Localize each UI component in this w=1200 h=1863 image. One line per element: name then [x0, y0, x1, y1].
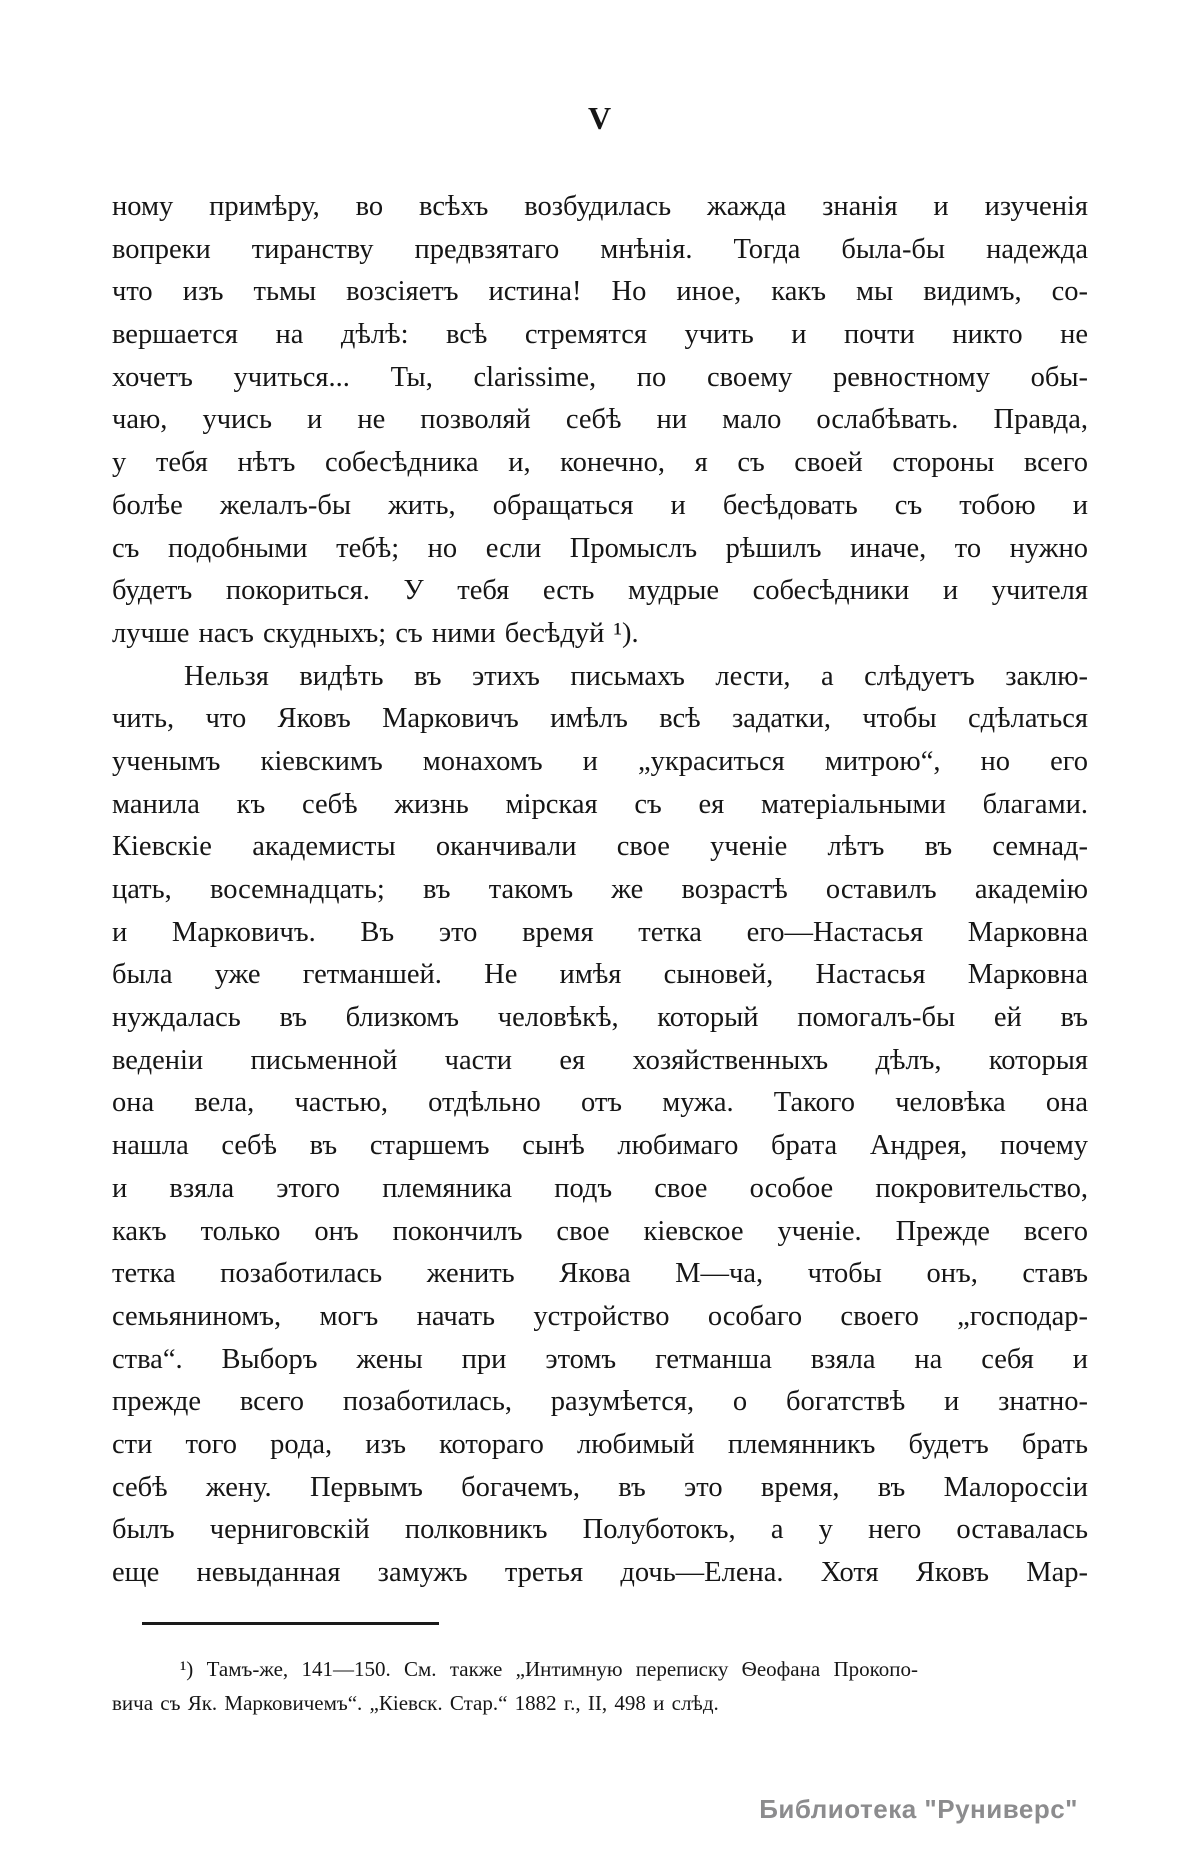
body-text-line: себѣ жену. Первымъ богачемъ, въ это время, въ Малороссіи [112, 1471, 1088, 1503]
body-text-line: лучше насъ скудныхъ; съ ними бесѣдуй ¹). [112, 617, 639, 649]
body-text-line: Нельзя видѣть въ этихъ письмахъ лести, а слѣдуетъ заклю- [184, 660, 1088, 692]
footnote-separator-rule [142, 1622, 439, 1625]
body-text-line: ства“. Выборъ жены при этомъ гетманша взяла на себя и [112, 1343, 1088, 1375]
body-text-line: чаю, учись и не позволяй себѣ ни мало ослабѣвать. Правда, [112, 404, 1088, 436]
library-watermark: Библиотека "Руниверс" [759, 1794, 1078, 1824]
body-text-line: вопреки тиранству предвзятаго мнѣнія. Тогда была-бы надежда [112, 233, 1088, 265]
footnote [112, 1652, 918, 1720]
body-text-line: что изъ тьмы возсіяетъ истина! Но иное, какъ мы видимъ, со- [112, 276, 1088, 308]
body-text-line: прежде всего позаботилась, разумѣется, о богатствѣ и знатно- [112, 1386, 1088, 1418]
body-text-line: вершается на дѣлѣ: всѣ стремятся учить и почти никто не [112, 319, 1088, 351]
body-text-line: тетка позаботилась женить Якова М—ча, чтобы онъ, ставъ [112, 1258, 1088, 1290]
body-text-line: веденіи письменной части ея хозяйственныхъ дѣлъ, которыя [112, 1044, 1088, 1076]
footnote-line: вича съ Як. Марковичемъ“. „Кіевск. Стар.“ 1882 г., II, 498 и слѣд. [112, 1691, 719, 1715]
body-text-line: ученымъ кіевскимъ монахомъ и „украситься митрою“, но его [112, 745, 1088, 777]
body-text-line: манила къ себѣ жизнь мірская съ ея матеріальными благами. [112, 788, 1088, 820]
body-text-line: еще невыданная замужъ третья дочь—Елена. Хотя Яковъ Мар- [112, 1557, 1088, 1588]
body-text-line: семьяниномъ, могъ начать устройство особаго своего „господар- [112, 1300, 1088, 1332]
footnote-line: ¹) Тамъ-же, 141—150. См. также „Интимную переписку Ѳеофана Прокопо- [180, 1657, 918, 1681]
body-text-line: Кіевскіе академисты оканчивали свое ученіе лѣтъ въ семнад- [112, 831, 1088, 863]
body-text-line: нашла себѣ въ старшемъ сынѣ любимаго брата Андрея, почему [112, 1130, 1088, 1162]
body-text-line: цать, восемнадцать; въ такомъ же возрастѣ оставилъ академію [112, 874, 1088, 905]
body-text-line: и Марковичъ. Въ это время тетка его—Настасья Марковна [112, 916, 1088, 948]
body-text-line: была уже гетманшей. Не имѣя сыновей, Настасья Марковна [112, 959, 1088, 991]
body-text-line: болѣе желалъ-бы жить, обращаться и бесѣдовать съ тобою и [112, 489, 1088, 521]
body-text-line: и взяла этого племяника подъ свое особое покровительство, [112, 1172, 1088, 1204]
body-text-line: нуждалась въ близкомъ человѣкѣ, который помогалъ-бы ей въ [112, 1002, 1088, 1034]
body-text-line: былъ черниговскій полковникъ Полуботокъ, а у него оставалась [112, 1514, 1088, 1546]
page-number: V [587, 100, 613, 136]
body-text-line: у тебя нѣтъ собесѣдника и, конечно, я съ своей стороны всего [112, 447, 1088, 479]
body-text [112, 186, 1088, 1595]
body-text-line: съ подобными тебѣ; но если Промыслъ рѣшилъ иначе, то нужно [112, 532, 1088, 564]
body-text-line: ному примѣру, во всѣхъ возбудилась жажда знанія и изученія [112, 191, 1088, 222]
body-text-line: она вела, частью, отдѣльно отъ мужа. Такого человѣка она [112, 1087, 1088, 1119]
body-text-line: хочетъ учиться... Ты, clarissime, по своему ревностному обы- [112, 361, 1088, 393]
body-text-line: сти того рода, изъ котораго любимый племянникъ будетъ брать [112, 1428, 1088, 1460]
body-text-line: какъ только онъ покончилъ свое кіевское ученіе. Прежде всего [112, 1215, 1088, 1247]
body-text-line: чить, что Яковъ Марковичъ имѣлъ всѣ задатки, чтобы сдѣлаться [112, 703, 1088, 735]
body-text-line: будетъ покориться. У тебя есть мудрые собесѣдники и учителя [112, 575, 1088, 607]
